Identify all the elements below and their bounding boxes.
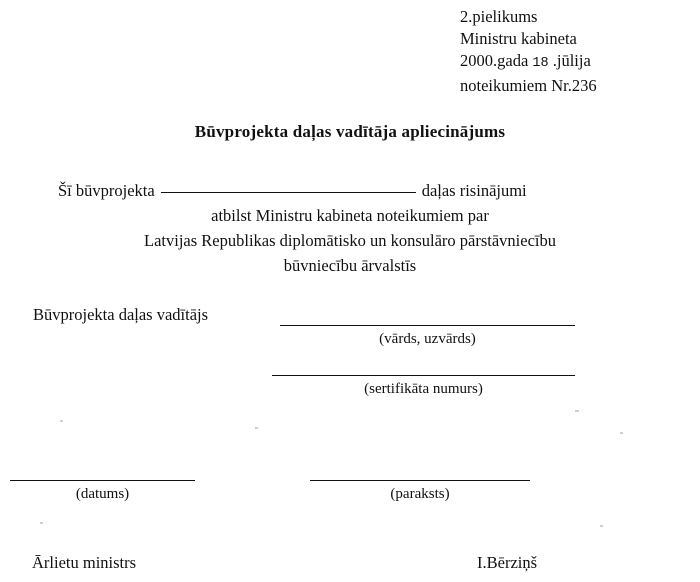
intro-paragraph bbox=[0, 178, 700, 278]
intro-line-1 bbox=[0, 178, 700, 203]
name-input-line[interactable] bbox=[280, 325, 575, 326]
header-block bbox=[460, 6, 597, 97]
date-input-line[interactable] bbox=[10, 480, 195, 481]
header-date-prefix: 2000.gada bbox=[460, 51, 529, 70]
intro-line-4: būvniecību ārvalstīs bbox=[283, 256, 417, 275]
project-part-blank[interactable] bbox=[161, 178, 416, 193]
minister-name: I.Bērziņš bbox=[477, 553, 538, 572]
header-date-day: 18 bbox=[532, 56, 549, 71]
scan-speckle bbox=[600, 525, 603, 527]
certificate-caption: (sertifikāta numurs) bbox=[364, 381, 483, 397]
header-line-1: 2.pielikums bbox=[460, 7, 538, 26]
manager-label: Būvprojekta daļas vadītājs bbox=[33, 305, 209, 324]
intro-line-3: Latvijas Republikas diplomātisko un konsulāro pārstāvniecību bbox=[144, 231, 556, 250]
date-caption: (datums) bbox=[75, 486, 130, 502]
header-date-line bbox=[460, 50, 597, 75]
header-regulation-number: noteikumiem Nr.236 bbox=[460, 76, 597, 95]
minister-title: Ārlietu ministrs bbox=[32, 553, 137, 572]
signature-caption: (paraksts) bbox=[390, 486, 450, 502]
header-line-2: Ministru kabineta bbox=[460, 29, 577, 48]
intro-line-2: atbilst Ministru kabineta noteikumiem par bbox=[211, 206, 489, 225]
intro-line-1-after: daļas risinājumi bbox=[421, 181, 527, 200]
scan-speckle bbox=[620, 432, 623, 434]
scan-speckle bbox=[255, 427, 258, 429]
signature-input-line[interactable] bbox=[310, 480, 530, 481]
scan-speckle bbox=[575, 410, 579, 412]
page-title: Būvprojekta daļas vadītāja apliecinājums bbox=[194, 122, 506, 141]
scan-speckle bbox=[40, 522, 43, 524]
intro-line-1-before: Šī būvprojekta bbox=[58, 181, 155, 200]
header-date-month: .jūlija bbox=[552, 51, 591, 70]
certificate-input-line[interactable] bbox=[272, 375, 575, 376]
name-caption: (vārds, uzvārds) bbox=[379, 331, 476, 347]
scan-speckle bbox=[60, 420, 63, 422]
